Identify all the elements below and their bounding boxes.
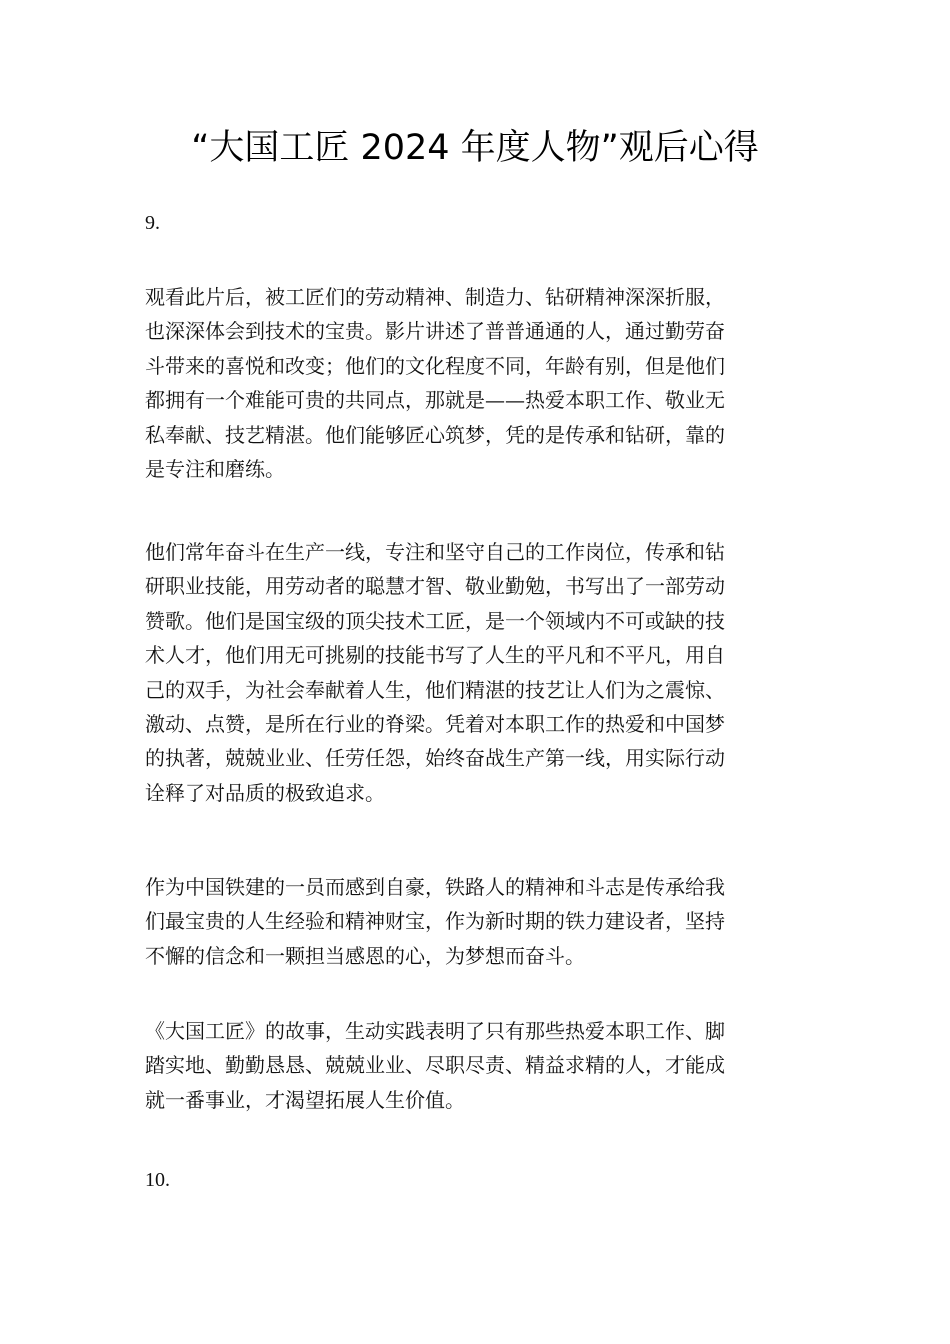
paragraph-line: 也深深体会到技术的宝贵。影片讲述了普普通通的人，通过勤劳奋 (145, 319, 725, 344)
paragraph-4 (145, 1014, 809, 1117)
paragraph-line: 诠释了对品质的极致追求。 (145, 780, 385, 805)
paragraph-line: 己的双手，为社会奉献着人生，他们精湛的技艺让人们为之震惊、 (145, 677, 725, 702)
paragraph-line: 私奉献、技艺精湛。他们能够匠心筑梦，凭的是传承和钻研，靠的 (145, 422, 725, 447)
paragraph-1 (145, 280, 809, 486)
paragraph-line: 激动、点赞，是所在行业的脊梁。凭着对本职工作的热爱和中国梦 (145, 712, 725, 737)
section-number-10: 10. (145, 1169, 170, 1191)
paragraph-line: 赞歌。他们是国宝级的顶尖技术工匠，是一个领域内不可或缺的技 (145, 608, 725, 633)
paragraph-3 (145, 870, 809, 973)
paragraph-line: 他们常年奋斗在生产一线，专注和坚守自己的工作岗位，传承和钻 (145, 540, 725, 564)
paragraph-2 (145, 535, 809, 810)
paragraph-line: 踏实地、勤勤恳恳、兢兢业业、尽职尽责、精益求精的人，才能成 (145, 1053, 725, 1078)
paragraph-line: 的执著，兢兢业业、任劳任怨，始终奋战生产第一线，用实际行动 (145, 746, 725, 771)
section-number-9: 9. (145, 212, 160, 234)
paragraph-line: 《大国工匠》的故事，生动实践表明了只有那些热爱本职工作、脚 (145, 1019, 725, 1043)
paragraph-line: 就一番事业，才渴望拓展人生价值。 (145, 1087, 465, 1112)
paragraph-line: 们最宝贵的人生经验和精神财宝，作为新时期的铁力建设者，坚持 (145, 909, 725, 934)
paragraph-line: 是专注和磨练。 (145, 457, 285, 482)
document-title: “大国工匠 2024 年度人物”观后心得 (191, 128, 759, 168)
paragraph-line: 作为中国铁建的一员而感到自豪，铁路人的精神和斗志是传承给我 (145, 875, 725, 899)
paragraph-line: 不懈的信念和一颗担当感恩的心，为梦想而奋斗。 (145, 943, 585, 968)
paragraph-line: 术人才，他们用无可挑剔的技能书写了人生的平凡和不平凡，用自 (145, 643, 725, 668)
paragraph-line: 都拥有一个难能可贵的共同点，那就是——热爱本职工作、敬业无 (145, 388, 725, 413)
paragraph-line: 观看此片后，被工匠们的劳动精神、制造力、钻研精神深深折服， (145, 285, 725, 309)
paragraph-line: 研职业技能，用劳动者的聪慧才智、敬业勤勉，书写出了一部劳动 (145, 574, 725, 599)
paragraph-line: 斗带来的喜悦和改变；他们的文化程度不同，年龄有别，但是他们 (145, 353, 725, 378)
